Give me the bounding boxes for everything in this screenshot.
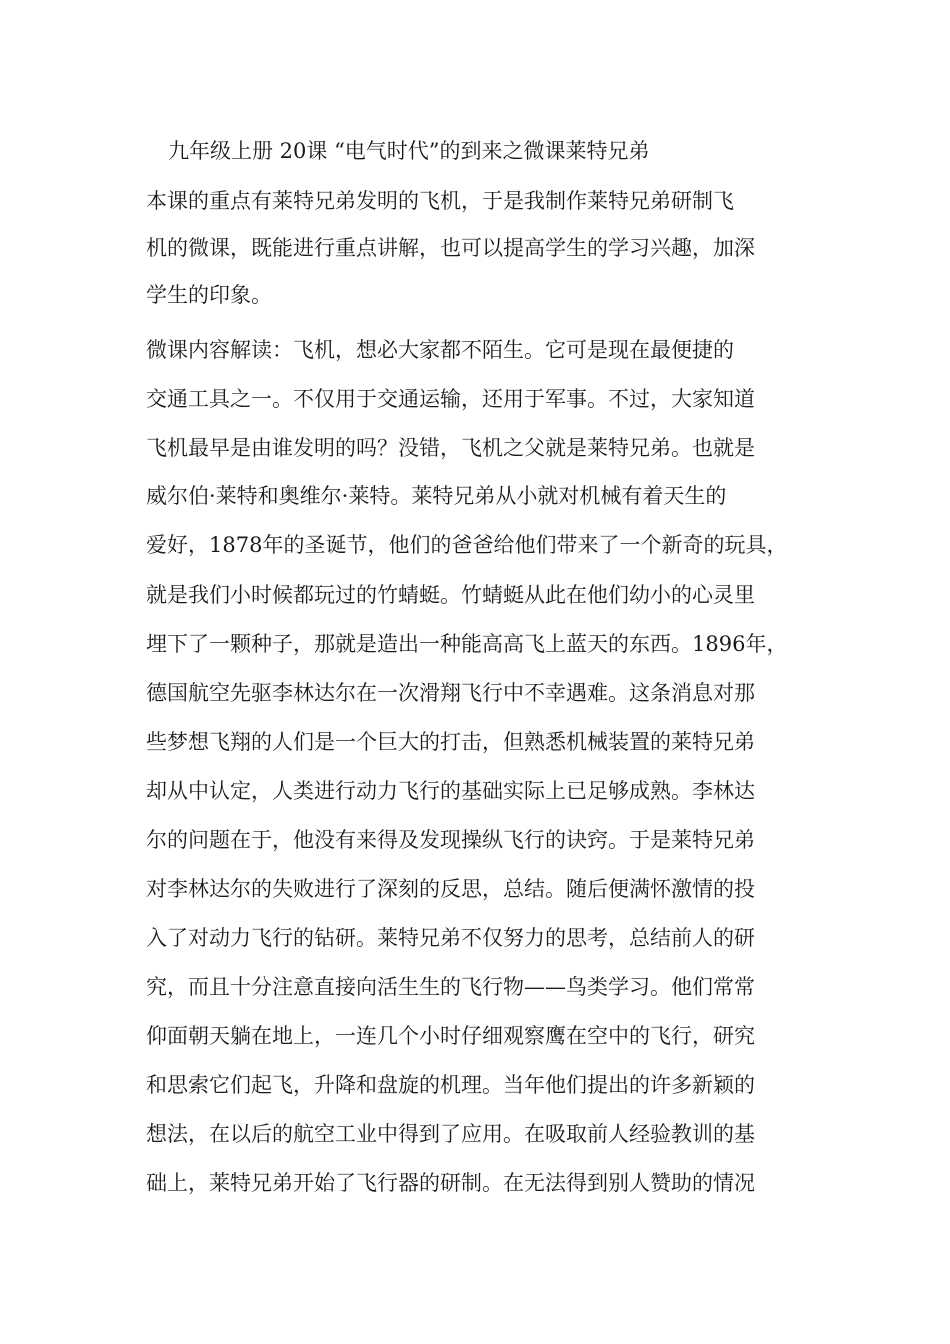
- document-title: 九年级上册 20课 “电气时代”的到来之微课莱特兄弟: [168, 139, 650, 163]
- paragraph-line: 却从中认定，人类进行动力飞行的基础实际上已足够成熟。李林达: [146, 779, 755, 803]
- paragraph-line: 交通工具之一。不仅用于交通运输，还用于军事。不过，大家知道: [146, 387, 755, 411]
- paragraph-line: 本课的重点有莱特兄弟发明的飞机，于是我制作莱特兄弟研制飞: [146, 189, 734, 213]
- paragraph-line: 学生的印象。: [146, 283, 272, 307]
- paragraph-line: 础上，莱特兄弟开始了飞行器的研制。在无法得到别人赞助的情况: [146, 1171, 755, 1195]
- paragraph-line: 威尔伯·莱特和奥维尔·莱特。莱特兄弟从小就对机械有着天生的: [146, 484, 727, 508]
- paragraph-line: 飞机最早是由谁发明的吗？没错，飞机之父就是莱特兄弟。也就是: [146, 436, 755, 460]
- paragraph-line: 和思索它们起飞，升降和盘旋的机理。当年他们提出的许多新颖的: [146, 1073, 755, 1097]
- paragraph-line: 机的微课，既能进行重点讲解，也可以提高学生的学习兴趣，加深: [146, 236, 755, 260]
- paragraph-line: 究，而且十分注意直接向活生生的飞行物——鸟类学习。他们常常: [146, 975, 755, 999]
- paragraph-line: 爱好，1878年的圣诞节，他们的爸爸给他们带来了一个新奇的玩具，: [146, 533, 788, 557]
- paragraph-line: 想法，在以后的航空工业中得到了应用。在吸取前人经验教训的基: [146, 1122, 755, 1146]
- paragraph-line: 入了对动力飞行的钻研。莱特兄弟不仅努力的思考，总结前人的研: [146, 926, 755, 950]
- paragraph-line: 仰面朝天躺在地上，一连几个小时仔细观察鹰在空中的飞行，研究: [146, 1024, 755, 1048]
- paragraph-line: 德国航空先驱李林达尔在一次滑翔飞行中不幸遇难。这条消息对那: [146, 681, 755, 705]
- paragraph-line: 就是我们小时候都玩过的竹蜻蜓。竹蜻蜓从此在他们幼小的心灵里: [146, 583, 755, 607]
- paragraph-line: 微课内容解读：飞机，想必大家都不陌生。它可是现在最便捷的: [146, 338, 734, 362]
- paragraph-line: 埋下了一颗种子，那就是造出一种能高高飞上蓝天的东西。1896年，: [146, 632, 788, 656]
- paragraph-line: 对李林达尔的失败进行了深刻的反思，总结。随后便满怀激情的投: [146, 877, 755, 901]
- paragraph-line: 些梦想飞翔的人们是一个巨大的打击，但熟悉机械装置的莱特兄弟: [146, 730, 755, 754]
- paragraph-line: 尔的问题在于，他没有来得及发现操纵飞行的诀窍。于是莱特兄弟: [146, 828, 755, 852]
